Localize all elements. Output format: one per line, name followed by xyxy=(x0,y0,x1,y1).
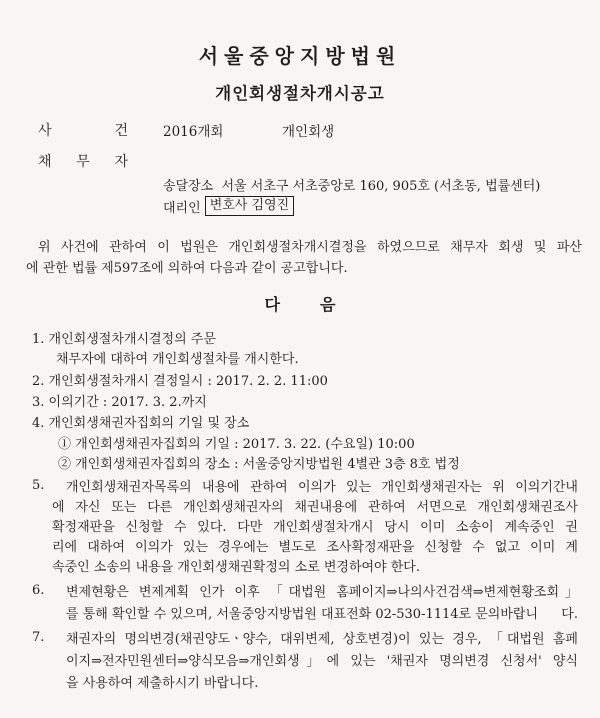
agent-name: 변호사 김영진 xyxy=(205,196,294,216)
case-label xyxy=(38,120,128,140)
case-type: 개인회생 xyxy=(282,124,335,140)
item-7-line: 을 사용하여 제출하시기 바랍니다. xyxy=(66,676,259,691)
item-7-line: 채권자의 명의변경(채권양도ㆍ양수, 대위변제, 상호변경)이 있는 경우, 「대법원 홈페 xyxy=(66,632,578,647)
item-6-line: 변제현황은 변제계획 인가 이후 「대법원 홈페이지⇒나의사건검색⇒변제현황조회」 xyxy=(66,585,578,600)
debtor-label xyxy=(38,151,128,171)
item-4-date: ① 개인회생채권자집회의 기일 : 2017. 3. 22. (수요일) 10:00 xyxy=(58,437,415,452)
debtor-label-char: 자 xyxy=(114,154,128,170)
item-2: 2. 개인회생절차개시 결정일시 : 2017. 2. 2. 11:00 xyxy=(32,374,328,389)
item-5-line: 개인회생채권자목록의 내용에 관하여 이의가 있는 개인회생채권자는 위 이의기간내 xyxy=(66,480,578,495)
item-5-line: 에 자신 또는 다른 개인회생채권자의 채권내용에 관하여 서면으로 개인회생채권조사 xyxy=(52,500,578,515)
item-1-body: 채무자에 대하여 개인회생절차를 개시한다. xyxy=(56,352,299,367)
intro-line: 위 사건에 관하여 이 법원은 개인회생절차개시결정을 하였으므로 채무자 회생 및 파산 xyxy=(38,240,582,255)
item-7-number: 7. xyxy=(32,630,45,645)
item-6-number: 6. xyxy=(32,583,45,598)
item-5-line: 속중인 소송의 내용을 개인회생채권확정의 소로 변경하여야 한다. xyxy=(52,560,420,575)
item-5-number: 5. xyxy=(32,478,45,493)
notice-title: 개인회생절차개시공고 xyxy=(215,84,385,103)
agent-label: 대리인 xyxy=(163,200,201,216)
intro-line: 에 관한 법률 제597조에 의하여 다음과 같이 공고합니다. xyxy=(26,261,348,276)
debtor-label-char: 채 xyxy=(38,154,52,170)
item-6-line: 다. xyxy=(561,607,578,622)
item-4-title: 4. 개인회생채권자집회의 기일 및 장소 xyxy=(32,416,250,431)
court-name: 서울중앙지방법원 xyxy=(198,44,402,68)
item-6-line: 를 통해 확인할 수 있으며, 서울중앙지방법원 대표전화 02-530-1114로 문의바랍니 xyxy=(66,607,539,622)
service-address: 송달장소 서울 서초구 서초중앙로 160, 905호 (서초동, 법률센터) xyxy=(163,179,541,194)
item-7-line: 이지⇒전자민원센터⇒양식모음⇒개인회생」에 있는 '채권자 명의변경 신청서' 양식 xyxy=(66,654,578,669)
item-1-title: 1. 개인회생절차개시결정의 주문 xyxy=(32,332,216,347)
item-5-line: 확정재판을 신청할 수 있다. 다만 개인회생절차개시 당시 이미 소송이 계속중인 권 xyxy=(52,520,578,535)
debtor-label-char: 무 xyxy=(76,154,90,170)
section-heading: 다음 xyxy=(264,295,376,314)
agent-row xyxy=(163,196,294,216)
item-4-place: ② 개인회생채권자집회의 장소 : 서울중앙지방법원 4별관 3층 8호 법정 xyxy=(58,457,460,472)
case-number: 2016개회 xyxy=(163,124,224,140)
item-3: 3. 이의기간 : 2017. 3. 2.까지 xyxy=(32,395,207,410)
case-label-char: 사 xyxy=(38,123,52,139)
case-label-char: 건 xyxy=(114,123,128,139)
item-5-line: 리에 대하여 이의가 있는 경우에는 별도로 조사확정재판을 신청할 수 없고 이미 계 xyxy=(52,540,578,555)
